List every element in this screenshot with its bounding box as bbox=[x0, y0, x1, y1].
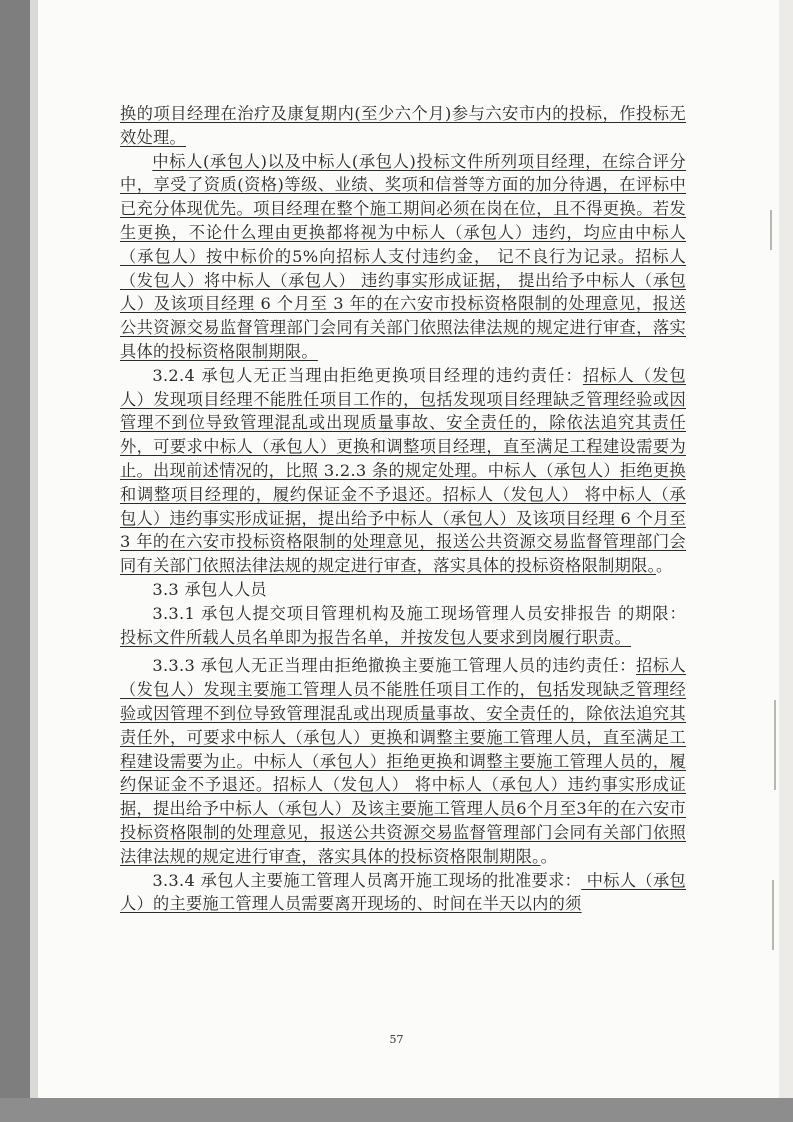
scan-left-gutter bbox=[30, 0, 38, 1122]
bleed-through-mark bbox=[770, 210, 772, 250]
scan-left-shadow bbox=[0, 0, 30, 1122]
paragraph-project-manager-change bbox=[120, 150, 686, 364]
clause-heading: 3.3.3 承包人无正当理由拒绝撤换主要施工管理人员的违约责任： bbox=[152, 656, 637, 676]
paragraph-tail: 。 bbox=[540, 846, 558, 866]
paragraph-tail: 。 bbox=[656, 556, 673, 576]
clause-heading: 3.2.4 承包人无正当理由拒绝更换项目经理的违约责任： bbox=[152, 365, 583, 385]
paragraph-3-3-3 bbox=[120, 654, 686, 868]
scan-right-edge bbox=[779, 0, 793, 1122]
paragraph-body: 换的项目经理在治疗及康复期内(至少六个月)参与六安市内的投标，作投标无效处理。 bbox=[120, 104, 686, 147]
clause-heading: 3.3.4 承包人主要施工管理人员离开施工现场的批准要求： bbox=[152, 870, 582, 890]
section-3-3-heading bbox=[120, 578, 686, 602]
contract-text bbox=[120, 102, 686, 916]
paragraph-body: 投标文件所载人员名单即为报告名单，并按发包人要求到岗履行职责。 bbox=[120, 627, 632, 647]
section-heading: 3.3 承包人人员 bbox=[152, 579, 267, 599]
bleed-through-mark bbox=[774, 700, 776, 790]
page-number: 57 bbox=[389, 1033, 404, 1046]
paragraph-body: 中标人(承包人)以及中标人(承包人)投标文件所列项目经理，在综合评分中，享受了资质(资格)等级、业绩、奖项和信誉等方面的加分待遇，在评标中已充分体现优先。项目经理在整个施工期间必须在岗在位，且不得更换。若发生更换，不论什么理由更换都将视为中标人（承包人）违约，均应由中标人（承包人）按中标价的5%向招标人支付违约金， 记不良行为记录。招标人（发包人）将中标人（承包人） 违约事实形成证据， 提出给予中标人（承包人）及该项目经理 6 个月至 3 年的在六安市投标资格限制的处理意见，报送公共资源交易监督管理部门会同有关部门依照法律法规的规定进行审查，落实具体的投标资格限制期限。 bbox=[120, 151, 686, 361]
paragraph-3-3-1 bbox=[120, 602, 686, 650]
paragraph-continuation bbox=[120, 102, 686, 150]
bleed-through-mark bbox=[772, 880, 774, 950]
paragraph-3-2-4 bbox=[120, 364, 686, 578]
paragraph-3-3-4 bbox=[120, 869, 686, 917]
paragraph-body: 招标人（发包人）发现主要施工管理人员不能胜任项目工作的，包括发现缺乏管理经验或因管理不到位导致管理混乱或出现质量事故、安全责任的，除依法追究其责任外，可要求中标人（承包人）更换和调整主要施工管理人员，直至满足工程建设需要为止。中标人（承包人）拒绝更换和调整主要施工管理人员的，履约保证金不予退还。招标人（发包人） 将中标人（承包人）违约事实形成证据，提出给予中标人（承包人）及该主要施工管理人员6个月至3年的在六安市投标资格限制的处理意见，报送公共资源交易监督管理部门会同有关部门依照法律法规的规定进行审查，落实具体的投标资格限制期限。 bbox=[120, 656, 686, 866]
paragraph-body: 中标人（承包人）的主要施工管理人员需要离开现场的、时间在半天以内的须 bbox=[120, 870, 686, 914]
scan-bottom-shadow bbox=[0, 1098, 793, 1122]
paragraph-body: 招标人（发包人）发现项目经理不能胜任项目工作的，包括发现项目经理缺乏管理经验或因管理不到位导致管理混乱或出现质量事故、安全责任的，除依法追究其责任外，可要求中标人（承包人）更换和调整项目经理，直至满足工程建设需要为止。出现前述情况的，比照 3.2.3 条的规定处理。中标人（承包人）拒绝更换和调整项目经理的，履约保证金不予退还。招标人（发包人） 将中标人（承包人）违约事实形成证据，提出给予中标人（承包人）及该项目经理 6 个月至 3 年的在六安市投标资格限制的处理意见，报送公共资源交易监督管理部门会同有关部门依照法律法规的规定进行审查，落实具体的投标资格限制期限。 bbox=[120, 365, 686, 576]
clause-heading: 3.3.1 承包人提交项目管理机构及施工现场管理人员安排报告 的期限： bbox=[152, 603, 686, 623]
